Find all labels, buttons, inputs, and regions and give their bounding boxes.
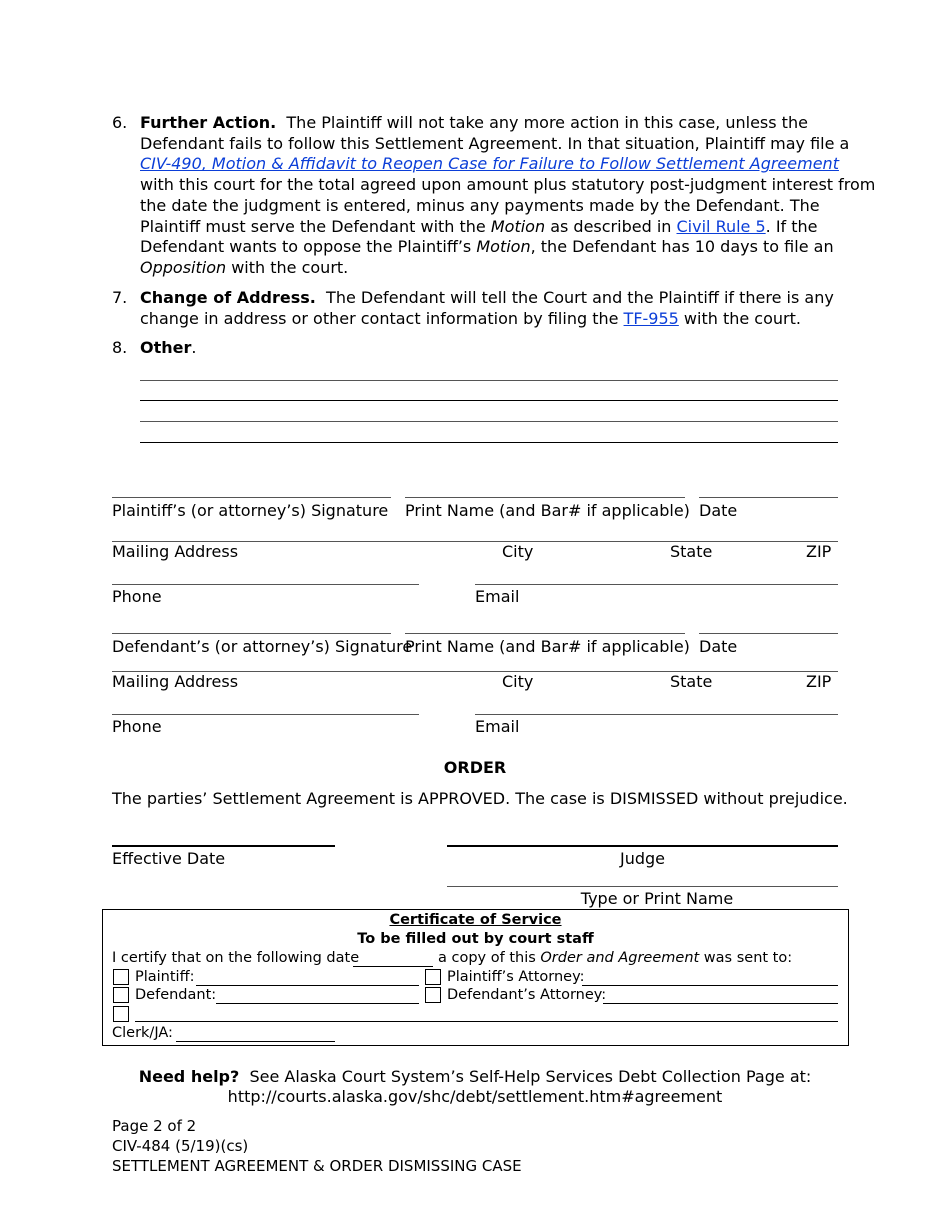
item-7-text-2b: with the court. bbox=[678, 308, 801, 328]
defendant-zip-label: ZIP bbox=[806, 672, 832, 691]
tf-955-link[interactable]: TF-955 bbox=[623, 308, 679, 328]
judge-signature-line[interactable] bbox=[447, 845, 838, 847]
judge-label: Judge bbox=[619, 849, 665, 868]
help-line-1 bbox=[0, 1067, 950, 1086]
plaintiff-cert-line[interactable] bbox=[196, 985, 419, 986]
item-6-text-6b: as described in bbox=[545, 216, 677, 236]
defendant-email-line[interactable] bbox=[475, 714, 838, 715]
defendant-cert-line[interactable] bbox=[216, 1003, 419, 1004]
defendant-email-label: Email bbox=[475, 717, 520, 736]
other-recipient-line[interactable] bbox=[135, 1021, 838, 1022]
plaintiff-signature-label: Plaintiff’s (or attorney’s) Signature bbox=[112, 501, 389, 520]
defendant-print-name-line[interactable] bbox=[405, 633, 685, 634]
plaintiff-date-line[interactable] bbox=[699, 497, 838, 498]
copy-sent-a: a copy of this bbox=[438, 950, 541, 966]
item-6-text-7a: Defendant wants to oppose the Plaintiff’s bbox=[140, 237, 477, 257]
plaintiff-mailing-label: Mailing Address bbox=[112, 542, 239, 561]
defendant-signature-line[interactable] bbox=[112, 633, 391, 634]
item-6-text-2: Defendant fails to follow this Settlement Agreement. In that situation, Plaintiff may file a bbox=[140, 133, 850, 153]
item-6-number: 6. bbox=[112, 113, 128, 132]
footer-form-number: CIV-484 (5/19)(cs) bbox=[112, 1137, 249, 1155]
effective-date-label: Effective Date bbox=[112, 849, 226, 868]
defendant-state-label: State bbox=[670, 672, 713, 691]
plaintiff-phone-line[interactable] bbox=[112, 584, 419, 585]
item-6-text-7b: , the Defendant has 10 days to file an bbox=[530, 237, 834, 257]
plaintiff-email-label: Email bbox=[475, 587, 520, 606]
certificate-subtitle: To be filled out by court staff bbox=[357, 931, 594, 947]
plaintiff-signature-line[interactable] bbox=[112, 497, 391, 498]
item-7-number: 7. bbox=[112, 288, 128, 307]
certify-date-line[interactable] bbox=[353, 966, 433, 967]
defendant-attorney-label: Defendant’s Attorney: bbox=[447, 987, 607, 1003]
item-6-motion: Motion bbox=[490, 216, 546, 236]
defendant-city-label: City bbox=[502, 672, 534, 691]
need-help: Need help? bbox=[138, 1067, 240, 1086]
judge-name-line[interactable] bbox=[447, 886, 838, 887]
item-6-text-5: the date the judgment is entered, minus any payments made by the Defendant. The bbox=[140, 195, 820, 215]
clerk-line[interactable] bbox=[176, 1041, 335, 1042]
effective-date-line[interactable] bbox=[112, 845, 335, 847]
clerk-label: Clerk/JA: bbox=[112, 1025, 173, 1041]
item-6-text-4: with this court for the total agreed upon amount plus statutory post-judgment interest from bbox=[140, 175, 876, 195]
defendant-phone-line[interactable] bbox=[112, 714, 419, 715]
plaintiff-attorney-label: Plaintiff’s Attorney: bbox=[447, 969, 585, 985]
order-heading: ORDER bbox=[443, 758, 507, 777]
other-line-1[interactable] bbox=[140, 380, 838, 381]
plaintiff-phone-label: Phone bbox=[112, 587, 162, 606]
order-and-agreement: Order and Agreement bbox=[540, 950, 700, 966]
footer-page: Page 2 of 2 bbox=[112, 1117, 197, 1135]
other-line-3[interactable] bbox=[140, 421, 838, 422]
help-text: See Alaska Court System’s Self-Help Services Debt Collection Page at: bbox=[249, 1067, 812, 1086]
defendant-print-name-label: Print Name (and Bar# if applicable) bbox=[405, 637, 690, 656]
footer-form-title: SETTLEMENT AGREEMENT & ORDER DISMISSING CASE bbox=[112, 1157, 522, 1175]
plaintiff-date-label: Date bbox=[699, 501, 738, 520]
order-text: The parties’ Settlement Agreement is APPROVED. The case is DISMISSED without prejudice. bbox=[112, 789, 848, 808]
plaintiff-checkbox[interactable] bbox=[113, 969, 129, 985]
certify-text: I certify that on the following date bbox=[112, 950, 360, 966]
copy-sent-b: was sent to: bbox=[699, 950, 793, 966]
civ-490-link[interactable]: CIV-490, Motion & Affidavit to Reopen Case for Failure to Follow Settlement Agreement bbox=[140, 154, 839, 174]
plaintiff-zip-label: ZIP bbox=[806, 542, 832, 561]
item-8-number: 8. bbox=[112, 338, 128, 357]
item-7-text-2a: change in address or other contact information by filing the bbox=[140, 308, 624, 328]
item-6-title: Further Action. bbox=[140, 113, 277, 132]
plaintiff-email-line[interactable] bbox=[475, 584, 838, 585]
plaintiff-state-label: State bbox=[670, 542, 713, 561]
defendant-date-line[interactable] bbox=[699, 633, 838, 634]
type-print-name-label: Type or Print Name bbox=[580, 889, 734, 908]
item-6-opposition: Opposition bbox=[140, 257, 227, 277]
item-8-label bbox=[140, 338, 196, 357]
defendant-attorney-checkbox[interactable] bbox=[425, 987, 441, 1003]
defendant-phone-label: Phone bbox=[112, 717, 162, 736]
item-6-paragraph bbox=[140, 113, 876, 279]
plaintiff-attorney-checkbox[interactable] bbox=[425, 969, 441, 985]
civil-rule-5-link[interactable]: Civil Rule 5 bbox=[676, 216, 766, 236]
item-8-period: . bbox=[191, 338, 197, 357]
plaintiff-print-name-line[interactable] bbox=[405, 497, 685, 498]
defendant-cert-label: Defendant: bbox=[135, 987, 217, 1003]
plaintiff-print-name-label: Print Name (and Bar# if applicable) bbox=[405, 501, 690, 520]
other-line-2[interactable] bbox=[140, 400, 838, 401]
defendant-attorney-line[interactable] bbox=[603, 1003, 838, 1004]
defendant-date-label: Date bbox=[699, 637, 738, 656]
other-line-4[interactable] bbox=[140, 442, 838, 443]
defendant-signature-label: Defendant’s (or attorney’s) Signature bbox=[112, 637, 413, 656]
plaintiff-attorney-line[interactable] bbox=[582, 985, 838, 986]
defendant-mailing-label: Mailing Address bbox=[112, 672, 239, 691]
item-7-paragraph bbox=[140, 288, 840, 329]
plaintiff-city-label: City bbox=[502, 542, 534, 561]
item-6-text-6a: Plaintiff must serve the Defendant with the bbox=[140, 216, 491, 236]
item-7-text-1: The Defendant will tell the Court and the Plaintiff if there is any bbox=[326, 288, 834, 307]
certificate-title: Certificate of Service bbox=[389, 912, 562, 928]
item-6-motion-2: Motion bbox=[476, 237, 531, 257]
item-7-title: Change of Address. bbox=[140, 288, 316, 307]
other-recipient-checkbox[interactable] bbox=[113, 1006, 129, 1022]
copy-sent-text bbox=[438, 950, 792, 966]
help-url: http://courts.alaska.gov/shc/debt/settlement.htm#agreement bbox=[227, 1087, 723, 1106]
item-6-text-6c: . If the bbox=[765, 216, 818, 236]
item-8-title: Other bbox=[140, 338, 192, 357]
item-6-text-1: The Plaintiff will not take any more action in this case, unless the bbox=[286, 113, 808, 132]
item-6-text-8b: with the court. bbox=[226, 257, 349, 277]
defendant-checkbox[interactable] bbox=[113, 987, 129, 1003]
plaintiff-cert-label: Plaintiff: bbox=[135, 969, 195, 985]
